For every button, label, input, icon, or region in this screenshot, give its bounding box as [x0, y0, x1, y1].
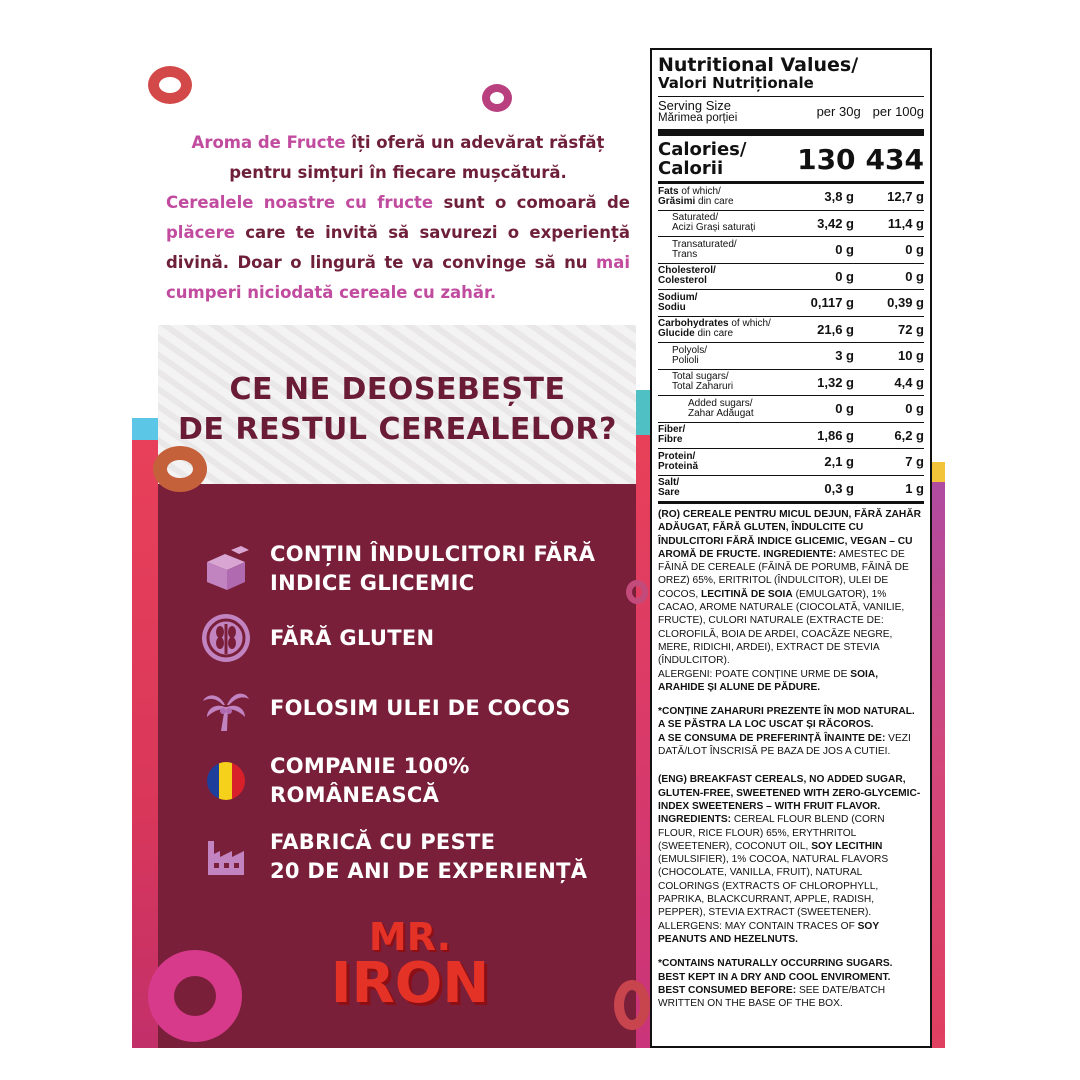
value-per-100g: 12,7 g: [887, 189, 924, 205]
stripe-red-left: [132, 440, 158, 1048]
value-per-100g: 72 g: [897, 321, 924, 337]
stripe-cyan: [132, 418, 158, 440]
value-per-100g: 0 g: [905, 268, 924, 284]
value-per-100g: 4,4 g: [894, 374, 924, 390]
nutrient-row: [658, 236, 924, 263]
brand-logo: MR. IRON: [330, 915, 490, 1016]
value-per-100g: 11,4 g: [887, 215, 924, 231]
value-per-30g: 0 g: [835, 242, 854, 258]
nutrient-row: [658, 316, 924, 343]
nutrient-row: [658, 263, 924, 290]
nutrition-title-ro: Valori Nutriționale: [658, 74, 814, 92]
nutrient-rows: [658, 184, 924, 501]
nutrition-facts-panel: [650, 48, 932, 1048]
nutrient-row: [658, 448, 924, 475]
value-per-100g: 1 g: [905, 480, 924, 496]
cereal-ring: [148, 950, 242, 1042]
stripe-yellow-far: [932, 462, 945, 482]
nutrient-label: Transaturated/ Trans: [672, 238, 737, 260]
nutrient-label: Sodium/ Sodiu: [658, 291, 698, 313]
nutrient-row: [658, 475, 924, 502]
sugar-cube-icon: [200, 543, 252, 595]
cereal-ring: [614, 980, 650, 1030]
value-per-30g: 1,32 g: [817, 374, 854, 390]
cereal-ring: [148, 66, 192, 104]
value-per-100g: 6,2 g: [894, 427, 924, 443]
value-per-100g: 7 g: [905, 454, 924, 470]
cereal-ring: [626, 580, 648, 604]
nutrient-row: [658, 342, 924, 369]
feature-sweeteners: CONȚIN ÎNDULCITORI FĂRĂ INDICE GLICEMIC: [200, 540, 630, 598]
intro-text: Aroma de Fructe îți oferă un adevărat răsfăț pentru simțuri în fiecare mușcătură. Cerealele noastre cu fructe sunt o comoară de plăcere care te invită să savurezi o experiență divină. Doar o lingură te va convinge să nu mai cumperi niciodată cereale cu zahăr.: [166, 133, 630, 302]
nutrient-label: Saturated/ Acizi Grași saturați: [672, 212, 756, 234]
nutrient-row: [658, 210, 924, 237]
serving-size-row: Serving Size Mărimea porției per 30g per 100g: [658, 98, 924, 124]
nutrient-row: [658, 422, 924, 449]
nutrition-title: Nutritional Values/: [658, 54, 859, 76]
stripe-red-right: [636, 435, 650, 1048]
ingredients-ro: (RO) CEREALE PENTRU MICUL DEJUN, FĂRĂ ZAHĂR ADĂUGAT, FĂRĂ GLUTEN, ÎNDULCITE CU ÎNDULCITORI FĂRĂ INDICE GLICEMIC, VEGAN – CU AROMĂ DE FRUCTE. INGREDIENTE: AMESTEC DE FĂINĂ DE CEREALE (FĂINĂ DE PORUMB, FĂINĂ DE OREZ) 65%, ERITRITOL (ÎNDULCITOR), ULEI DE COCOS, LECITINĂ DE SOIA (EMULGATOR), 1% CACAO, AROME NATURALE (CIOCOLATĂ, VANILIE, FRUCTE), CULORI NATURALE (EXTRACTE DE: CLOROFILĂ, BOIA DE ARDEI, COACĂZE NEGRE, MERE, RIDICHI, ARDEI), EXTRACT DE STEVIA (ÎNDULCITOR). ALERGENI: POATE CONȚINE URME DE SOIA, ARAHIDE ȘI ALUNE DE PĂDURE. *CONȚINE ZAHARURI PREZENTE ÎN MOD NATURAL. A SE PĂSTRA LA LOC USCAT ȘI RĂCOROS. A SE CONSUMA DE PREFERINȚĂ ÎNAINTE DE: VEZI DATĂ/LOT ÎNSCRISĂ PE BAZA DE JOS A CUTIEI.: [658, 509, 921, 758]
value-per-30g: 1,86 g: [817, 427, 854, 443]
nutrient-row: [658, 289, 924, 316]
value-per-30g: 0 g: [835, 268, 854, 284]
section-heading: CE NE DEOSEBEȘTE DE RESTUL CEREALELOR?: [178, 372, 617, 447]
feature-coconut-oil: FOLOSIM ULEI DE COCOS: [200, 682, 630, 734]
nutrient-label: Carbohydrates of which/ Glucide din care: [658, 318, 771, 340]
value-per-30g: 3,42 g: [817, 215, 854, 231]
nutrient-label: Salt/ Sare: [658, 477, 680, 499]
value-per-100g: 10 g: [897, 348, 924, 364]
value-per-30g: 3,8 g: [824, 189, 854, 205]
nutrient-row: [658, 369, 924, 396]
value-per-30g: 0 g: [835, 401, 854, 417]
value-per-100g: 0 g: [905, 401, 924, 417]
coconut-palm-icon: [200, 682, 252, 734]
nutrient-label: Fats of which/ Grăsimi din care: [658, 185, 734, 207]
nutrient-row: [658, 184, 924, 210]
value-per-30g: 2,1 g: [824, 454, 854, 470]
nutrient-label: Protein/ Proteină: [658, 450, 699, 472]
nutrient-label: Fiber/ Fibre: [658, 424, 686, 446]
cereal-ring: [482, 84, 512, 112]
feature-factory-experience: FABRICĂ CU PESTE 20 DE ANI DE EXPERIENȚĂ: [200, 828, 630, 886]
romania-flag-icon: [200, 755, 252, 807]
nutrient-label: Total sugars/ Total Zaharuri: [672, 371, 734, 393]
value-per-100g: 0,39 g: [887, 295, 924, 311]
feature-romanian-company: COMPANIE 100% ROMÂNEASCĂ: [200, 752, 630, 810]
nutrient-row: [658, 395, 924, 422]
cereal-ring: [153, 446, 207, 492]
no-gluten-icon: [200, 612, 252, 664]
nutrient-label: Polyols/ Polioli: [672, 344, 708, 366]
value-per-100g: 0 g: [905, 242, 924, 258]
stripe-purple-far: [932, 482, 945, 1048]
value-per-30g: 3 g: [835, 348, 854, 364]
nutrient-label: Cholesterol/ Colesterol: [658, 265, 716, 287]
nutrient-label: Added sugars/ Zahar Adăugat: [688, 397, 754, 419]
feature-gluten-free: FĂRĂ GLUTEN: [200, 612, 630, 664]
calories-row: Calories/ Calorii 130 434: [658, 139, 924, 179]
value-per-30g: 0,3 g: [824, 480, 854, 496]
value-per-30g: 0,117 g: [810, 295, 854, 311]
value-per-30g: 21,6 g: [817, 321, 854, 337]
stripe-teal-right: [636, 390, 650, 435]
factory-icon: [200, 831, 252, 883]
ingredients-en: (ENG) BREAKFAST CEREALS, NO ADDED SUGAR, GLUTEN-FREE, SWEETENED WITH ZERO-GLYCEMIC-INDEX SWEETENERS – WITH FRUIT FLAVOR. INGREDIENTS: CEREAL FLOUR BLEND (CORN FLOUR, RICE FLOUR) 65%, ERYTHRITOL (SWEETENER), COCONUT OIL, SOY LECITHIN (EMULSIFIER), 1% COCOA, NATURAL FLAVORS (CHOCOLATE, VANILLA, FRUIT), NATURAL COLORINGS (EXTRACTS OF CHLOROPHYLL, PAPRIKA, BLACKCURRANT, APPLE, RADISH, PEPPER), STEVIA EXTRACT (SWEETENER). ALLERGENS: MAY CONTAIN TRACES OF SOY PEANUTS AND HEZELNUTS. *CONTAINS NATURALLY OCCURRING SUGARS. BEST KEPT IN A DRY AND COOL ENVIROMENT. BEST CONSUMED BEFORE: SEE DATE/BATCH WRITTEN ON THE BASE OF THE BOX.: [658, 774, 921, 1010]
